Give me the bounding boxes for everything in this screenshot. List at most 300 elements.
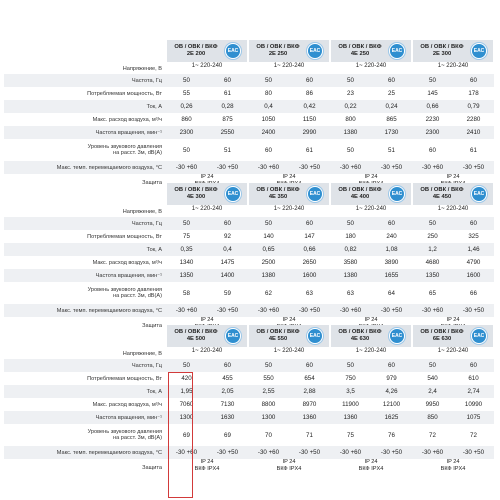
value-cell: 1150	[302, 116, 317, 123]
value-cell: 1075	[466, 414, 481, 421]
value-cell: 860	[181, 116, 192, 123]
model-name	[249, 329, 307, 343]
row-values	[166, 161, 494, 174]
voltage-value: 1~ 220-240	[437, 348, 469, 354]
value-cell: 325	[468, 233, 479, 240]
value-cell: 0,65	[262, 246, 275, 253]
spec-row-speed	[4, 126, 494, 139]
row-values	[166, 304, 494, 317]
value-cell: 50	[183, 220, 190, 227]
value-cell: 50	[347, 146, 354, 154]
row-values	[166, 217, 494, 230]
value-cell: 60	[470, 220, 477, 227]
protection-ip: IP 24	[364, 174, 378, 180]
value-cell: 60	[388, 362, 395, 369]
model-series: ОВ / ОВК / ВКФ	[174, 187, 218, 193]
row-label: Ток, А	[146, 388, 162, 395]
eac-badge-icon: ЕАС	[307, 328, 323, 344]
spec-row-temp	[4, 446, 494, 459]
value-cell: 62	[265, 289, 272, 297]
value-cell: -30 +50	[216, 307, 239, 314]
model-size: 4Е 500	[186, 336, 206, 342]
value-cell: 3890	[384, 259, 399, 266]
spec-row-speed	[4, 411, 494, 424]
voltage-value: 1~ 220-240	[437, 206, 469, 212]
value-cell: 1340	[179, 259, 194, 266]
spec-row-protection	[4, 459, 494, 476]
model-name	[413, 329, 471, 343]
model-name	[331, 329, 389, 343]
model-size: 4Е 630	[350, 336, 370, 342]
value-cell: 455	[222, 375, 233, 382]
value-cell: 1360	[302, 414, 317, 421]
row-values	[166, 385, 494, 398]
row-values	[166, 459, 494, 476]
value-cell: 72	[429, 431, 436, 439]
value-cell: 10990	[464, 401, 483, 408]
value-cell: -30 +60	[339, 307, 362, 314]
value-cell: 0,42	[303, 103, 316, 110]
row-label: Защита	[142, 179, 162, 186]
model-series: ОВ / ОВК / ВКФ	[256, 329, 300, 335]
voltage-value: 1~ 220-240	[191, 348, 223, 354]
row-label-line: на расст. 3м, dB(A)	[113, 150, 162, 156]
protection-ip: IP 24	[446, 459, 460, 465]
eac-badge-icon: ЕАС	[389, 43, 405, 59]
row-label: Макс. расход воздуха, м³/ч	[92, 116, 162, 123]
value-cell: 11900	[342, 401, 359, 408]
value-cell: -30 +60	[421, 449, 444, 456]
row-values	[166, 113, 494, 126]
value-cell: 2,4	[428, 388, 437, 395]
model-header	[248, 325, 329, 347]
model-header	[330, 40, 411, 62]
eac-badge-icon: ЕАС	[471, 43, 487, 59]
model-series: ОВ / ОВК / ВКФ	[420, 329, 464, 335]
value-cell: 4790	[466, 259, 481, 266]
spec-row-noise	[4, 139, 494, 161]
value-cell: 0,35	[180, 246, 193, 253]
value-cell: 60	[224, 362, 231, 369]
model-size: 2Е 300	[432, 51, 452, 57]
value-cell: 51	[388, 146, 395, 154]
model-size: 4Е 300	[186, 194, 206, 200]
value-cell: 0,26	[180, 103, 193, 110]
value-cell: 50	[429, 362, 436, 369]
value-cell: 1300	[261, 414, 276, 421]
value-cell: 550	[263, 375, 274, 382]
value-cell: 850	[427, 414, 438, 421]
model-size: 4Е 400	[350, 194, 370, 200]
value-cell: 8800	[261, 401, 276, 408]
value-cell: -30 +50	[298, 164, 321, 171]
spec-row-power	[4, 87, 494, 100]
value-cell: 654	[304, 375, 315, 382]
row-label: Макс. темп. перемещаемого воздуха, °C	[56, 164, 162, 171]
value-cell: 250	[427, 233, 438, 240]
value-cell: 80	[265, 90, 272, 97]
row-label: Частота, Гц	[131, 77, 162, 84]
value-cell: 66	[470, 289, 477, 297]
value-cell: 50	[265, 77, 272, 84]
value-cell: 50	[183, 146, 190, 154]
row-label: Защита	[142, 464, 162, 471]
value-cell: 1360	[343, 414, 358, 421]
voltage-value: 1~ 220-240	[355, 348, 387, 354]
value-cell: -30 +50	[380, 307, 403, 314]
value-cell: -30 +60	[175, 449, 198, 456]
value-cell: 0,79	[467, 103, 480, 110]
value-cell: 2,74	[467, 388, 480, 395]
eac-badge-icon: ЕАС	[225, 43, 241, 59]
row-values	[166, 348, 494, 359]
row-values	[166, 398, 494, 411]
value-cell: 979	[386, 375, 397, 382]
value-cell: 75	[183, 233, 190, 240]
voltage-value: 1~ 220-240	[191, 206, 223, 212]
row-values	[166, 359, 494, 372]
model-header	[248, 183, 329, 205]
value-cell: 64	[388, 289, 395, 297]
protection-ip: IP 24	[200, 174, 214, 180]
voltage-value: 1~ 220-240	[437, 63, 469, 69]
value-cell: 180	[345, 233, 356, 240]
row-label: Напряжение, В	[122, 65, 162, 72]
row-label: Ток, А	[146, 246, 162, 253]
model-size: 6Е 630	[432, 336, 452, 342]
spec-row-power	[4, 372, 494, 385]
spec-row-freq	[4, 359, 494, 372]
value-cell: -30 +50	[462, 164, 485, 171]
model-name	[413, 44, 471, 58]
protection-value	[248, 459, 330, 476]
value-cell: 50	[347, 220, 354, 227]
row-values	[166, 446, 494, 459]
row-values	[166, 230, 494, 243]
model-header	[166, 325, 247, 347]
row-values	[166, 126, 494, 139]
model-size: 2Е 200	[186, 51, 206, 57]
value-cell: 2280	[466, 116, 481, 123]
value-cell: 50	[183, 77, 190, 84]
value-cell: 0,22	[344, 103, 357, 110]
value-cell: 147	[304, 233, 315, 240]
value-cell: 50	[265, 362, 272, 369]
value-cell: 2300	[425, 129, 440, 136]
value-cell: 1400	[220, 272, 235, 279]
value-cell: 4,26	[385, 388, 398, 395]
value-cell: -30 +60	[257, 449, 280, 456]
row-values	[166, 74, 494, 87]
value-cell: 12100	[382, 401, 401, 408]
value-cell: 2400	[261, 129, 276, 136]
highlight-frame	[168, 372, 193, 498]
value-cell: 70	[265, 431, 272, 439]
value-cell: 178	[468, 90, 479, 97]
value-cell: 2,88	[303, 388, 316, 395]
spec-row-freq	[4, 217, 494, 230]
protection-ip: IP 24	[282, 174, 296, 180]
value-cell: 59	[224, 289, 231, 297]
value-cell: 1655	[384, 272, 399, 279]
model-name	[413, 187, 471, 201]
model-header	[166, 40, 247, 62]
model-series: ОВ / ОВК / ВКФ	[256, 44, 300, 50]
value-cell: 60	[224, 77, 231, 84]
value-cell: 4680	[425, 259, 440, 266]
protection-vkf: ВКФ IPX4	[194, 465, 220, 472]
row-label: Макс. темп. перемещаемого воздуха, °C	[56, 307, 162, 314]
value-cell: 60	[306, 77, 313, 84]
value-cell: 610	[468, 375, 479, 382]
value-cell: 63	[347, 289, 354, 297]
model-size: 4Е 250	[350, 51, 370, 57]
value-cell: 9950	[425, 401, 440, 408]
value-cell: 71	[306, 431, 313, 439]
value-cell: 1,2	[428, 246, 437, 253]
model-series: ОВ / ОВК / ВКФ	[174, 329, 218, 335]
protection-ip: IP 24	[364, 317, 378, 323]
value-cell: 3580	[343, 259, 358, 266]
row-label-line: на расст. 3м, dB(A)	[113, 293, 162, 299]
spec-row-voltage	[4, 206, 494, 217]
protection-vkf: ВКФ IPX4	[358, 465, 384, 472]
value-cell: 7130	[220, 401, 235, 408]
model-size: 4Е 350	[268, 194, 288, 200]
row-label	[4, 429, 166, 441]
row-values	[166, 243, 494, 256]
model-series: ОВ / ОВК / ВКФ	[338, 187, 382, 193]
model-name	[167, 44, 225, 58]
protection-vkf: ВКФ IPX4	[440, 465, 466, 472]
voltage-value: 1~ 220-240	[273, 206, 305, 212]
value-cell: 60	[306, 362, 313, 369]
value-cell: -30 +50	[380, 449, 403, 456]
value-cell: 50	[183, 362, 190, 369]
value-cell: 1300	[179, 414, 194, 421]
value-cell: -30 +50	[298, 307, 321, 314]
value-cell: 800	[345, 116, 356, 123]
value-cell: 3,5	[346, 388, 355, 395]
value-cell: 140	[263, 233, 274, 240]
row-label: Потребляемая мощность, Вт	[87, 233, 162, 240]
spec-row-noise	[4, 424, 494, 446]
voltage-value: 1~ 220-240	[355, 206, 387, 212]
voltage-value: 1~ 220-240	[355, 63, 387, 69]
model-size: 4Е 550	[268, 336, 288, 342]
model-series: ОВ / ОВК / ВКФ	[338, 329, 382, 335]
spec-row-voltage	[4, 348, 494, 359]
value-cell: 540	[427, 375, 438, 382]
value-cell: 240	[386, 233, 397, 240]
eac-badge-icon: ЕАС	[471, 328, 487, 344]
value-cell: 60	[429, 146, 436, 154]
value-cell: -30 +50	[298, 449, 321, 456]
value-cell: 1625	[384, 414, 399, 421]
value-cell: -30 +60	[257, 307, 280, 314]
voltage-value: 1~ 220-240	[273, 63, 305, 69]
protection-ip: IP 24	[282, 317, 296, 323]
eac-badge-icon: ЕАС	[307, 43, 323, 59]
value-cell: 60	[470, 362, 477, 369]
eac-badge-icon: ЕАС	[471, 186, 487, 202]
value-cell: -30 +60	[421, 307, 444, 314]
model-series: ОВ / ОВК / ВКФ	[174, 44, 218, 50]
protection-ip: IP 24	[364, 459, 378, 465]
value-cell: 60	[306, 220, 313, 227]
model-series: ОВ / ОВК / ВКФ	[256, 187, 300, 193]
value-cell: 65	[429, 289, 436, 297]
row-label: Напряжение, В	[122, 208, 162, 215]
value-cell: 50	[265, 220, 272, 227]
spec-row-airflow	[4, 398, 494, 411]
row-label: Ток, А	[146, 103, 162, 110]
eac-badge-icon: ЕАС	[307, 186, 323, 202]
row-label: Напряжение, В	[122, 350, 162, 357]
value-cell: 60	[388, 220, 395, 227]
spec-row-airflow	[4, 113, 494, 126]
value-cell: -30 +60	[339, 449, 362, 456]
value-cell: 2990	[302, 129, 317, 136]
value-cell: 1730	[384, 129, 399, 136]
value-cell: 0,28	[221, 103, 234, 110]
value-cell: 23	[347, 90, 354, 97]
value-cell: 2500	[261, 259, 276, 266]
model-name	[249, 44, 307, 58]
model-size: 4Е 450	[432, 194, 452, 200]
value-cell: 0,82	[344, 246, 357, 253]
value-cell: -30 +60	[175, 307, 198, 314]
row-label	[4, 144, 166, 156]
value-cell: 1380	[343, 272, 358, 279]
model-series: ОВ / ОВК / ВКФ	[420, 187, 464, 193]
row-label: Защита	[142, 322, 162, 329]
voltage-value: 1~ 220-240	[191, 63, 223, 69]
value-cell: 86	[306, 90, 313, 97]
value-cell: 1600	[466, 272, 481, 279]
value-cell: 145	[427, 90, 438, 97]
model-header	[248, 40, 329, 62]
value-cell: 69	[183, 431, 190, 439]
row-label: Макс. расход воздуха, м³/ч	[92, 259, 162, 266]
protection-ip: IP 24	[446, 317, 460, 323]
row-label: Частота вращения, мин⁻¹	[95, 129, 162, 136]
value-cell: 1380	[261, 272, 276, 279]
value-cell: 61	[306, 146, 313, 154]
model-header	[166, 183, 247, 205]
model-series: ОВ / ОВК / ВКФ	[420, 44, 464, 50]
value-cell: 2,55	[262, 388, 275, 395]
row-label: Макс. расход воздуха, м³/ч	[92, 401, 162, 408]
protection-ip: IP 24	[200, 317, 214, 323]
value-cell: 8970	[302, 401, 317, 408]
row-label-line: Уровень звукового давления	[87, 144, 162, 150]
spec-row-airflow	[4, 256, 494, 269]
spec-row-voltage	[4, 63, 494, 74]
model-name	[167, 187, 225, 201]
eac-badge-icon: ЕАС	[389, 328, 405, 344]
value-cell: 61	[470, 146, 477, 154]
value-cell: -30 +50	[380, 164, 403, 171]
spec-row-temp	[4, 161, 494, 174]
value-cell: 2300	[179, 129, 194, 136]
row-values	[166, 87, 494, 100]
row-label: Частота вращения, мин⁻¹	[95, 272, 162, 279]
value-cell: 50	[429, 220, 436, 227]
value-cell: 51	[224, 146, 231, 154]
row-values	[166, 424, 494, 446]
row-values	[166, 269, 494, 282]
value-cell: -30 +50	[462, 307, 485, 314]
protection-value	[412, 459, 494, 476]
value-cell: 0,66	[426, 103, 439, 110]
model-header	[412, 325, 493, 347]
spec-row-noise	[4, 282, 494, 304]
value-cell: 60	[265, 146, 272, 154]
model-header	[412, 183, 493, 205]
model-size: 2Е 250	[268, 51, 288, 57]
row-values	[166, 100, 494, 113]
value-cell: 50	[347, 77, 354, 84]
eac-badge-icon: ЕАС	[225, 328, 241, 344]
value-cell: 1630	[220, 414, 235, 421]
row-label	[4, 287, 166, 299]
model-name	[331, 187, 389, 201]
voltage-value: 1~ 220-240	[273, 348, 305, 354]
spec-row-power	[4, 230, 494, 243]
value-cell: 60	[388, 77, 395, 84]
value-cell: 60	[470, 77, 477, 84]
protection-vkf: ВКФ IPX4	[276, 465, 302, 472]
value-cell: 1,95	[180, 388, 193, 395]
value-cell: 50	[429, 77, 436, 84]
model-name	[331, 44, 389, 58]
value-cell: 72	[470, 431, 477, 439]
value-cell: 0,4	[223, 246, 232, 253]
value-cell: 63	[306, 289, 313, 297]
model-header	[330, 325, 411, 347]
model-series: ОВ / ОВК / ВКФ	[338, 44, 382, 50]
value-cell: 92	[224, 233, 231, 240]
value-cell: 420	[181, 375, 192, 382]
spec-row-current	[4, 385, 494, 398]
value-cell: 1,08	[385, 246, 398, 253]
value-cell: 0,4	[264, 103, 273, 110]
value-cell: -30 +50	[462, 449, 485, 456]
value-cell: 875	[222, 116, 233, 123]
value-cell: 76	[388, 431, 395, 439]
value-cell: -30 +60	[257, 164, 280, 171]
value-cell: 58	[183, 289, 190, 297]
value-cell: 69	[224, 431, 231, 439]
spec-row-current	[4, 100, 494, 113]
value-cell: -30 +60	[339, 164, 362, 171]
row-label-line: Уровень звукового давления	[87, 287, 162, 293]
row-label: Потребляемая мощность, Вт	[87, 90, 162, 97]
row-label: Макс. темп. перемещаемого воздуха, °C	[56, 449, 162, 456]
value-cell: 1050	[261, 116, 276, 123]
value-cell: -30 +60	[175, 164, 198, 171]
row-values	[166, 411, 494, 424]
value-cell: 25	[388, 90, 395, 97]
spec-row-current	[4, 243, 494, 256]
protection-ip: IP 24	[282, 459, 296, 465]
model-name	[249, 187, 307, 201]
protection-ip: IP 24	[200, 459, 214, 465]
value-cell: 61	[224, 90, 231, 97]
eac-badge-icon: ЕАС	[389, 186, 405, 202]
row-label: Частота, Гц	[131, 220, 162, 227]
